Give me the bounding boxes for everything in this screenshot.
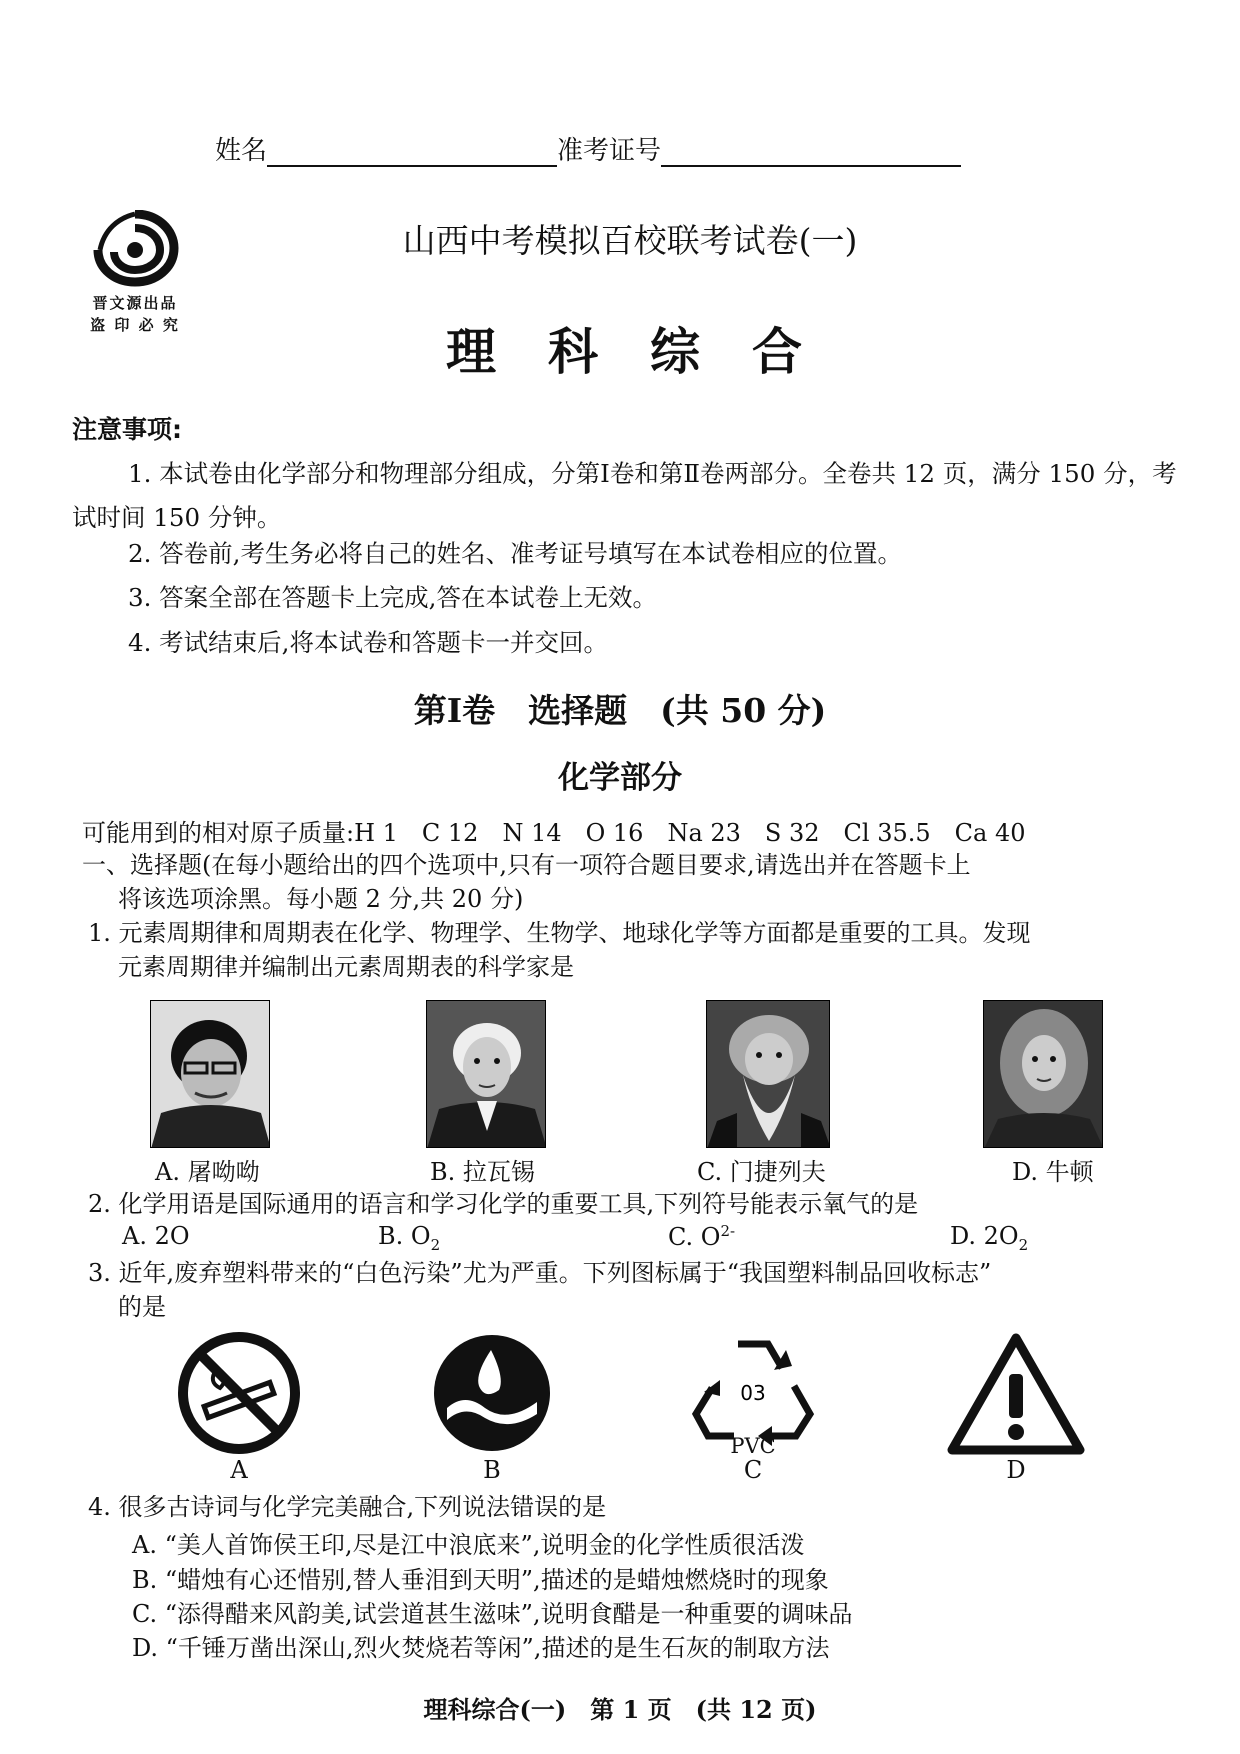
question-1-line-1: 1. 元素周期律和周期表在化学、物理学、生物学、地球化学等方面都是重要的工具。发现	[88, 919, 1031, 947]
name-label: 姓名	[215, 136, 268, 166]
atomic-masses: 可能用到的相对原子质量:H 1 C 12 N 14 O 16 Na 23 S 32 Cl 35.5 Ca 40	[82, 819, 1026, 847]
question-2-option-b: B. $O_2$	[378, 1222, 441, 1254]
superscript: 2-	[720, 1222, 736, 1240]
question-2-option-a: A. 2O	[122, 1222, 190, 1250]
recycle-icon	[690, 1330, 816, 1456]
question-1-line-2: 元素周期律并编制出元素周期表的科学家是	[118, 953, 574, 981]
note-3: 3. 答案全部在答题卡上完成,答在本试卷上无效。	[128, 583, 657, 612]
section-instructions	[82, 848, 1192, 916]
question-3-line-1: 3. 近年,废弃塑料带来的“白色污染”尤为严重。下列图标属于“我国塑料制品回收标志”	[88, 1259, 992, 1287]
section-line-1: 一、选择题(在每小题给出的四个选项中,只有一项符合题目要求,请选出并在答题卡上	[82, 851, 971, 879]
page-footer: 理科综合(一) 第 1 页 (共 12 页)	[423, 1695, 817, 1724]
portrait-c	[706, 1000, 830, 1148]
note-1: 1. 本试卷由化学部分和物理部分组成，分第Ⅰ卷和第Ⅱ卷两部分。全卷共 12 页，满分 150 分，考试时间 150 分钟。	[72, 459, 1177, 532]
question-1-option-a: A. 屠呦呦	[155, 1158, 260, 1186]
part-title: 化学部分	[558, 760, 682, 796]
question-1	[88, 916, 1188, 984]
logo-line-1: 晋文源出品	[92, 294, 178, 312]
portrait-a	[150, 1000, 270, 1148]
question-2-option-d: D. $2O_2$	[950, 1222, 1029, 1254]
note-2: 2. 答卷前,考生务必将自己的姓名、准考证号填写在本试卷相应的位置。	[128, 539, 902, 568]
name-blank	[267, 139, 557, 167]
water-drop-icon	[429, 1330, 555, 1456]
question-2-option-c: C. $O^{2-}$	[668, 1222, 736, 1251]
logo-line-2: 盗 印 必 究	[90, 316, 180, 334]
question-4-option-a: A. “美人首饰侯王印,尽是江中浪底来”,说明金的化学性质很活泼	[132, 1531, 805, 1559]
question-4: 4. 很多古诗词与化学完美融合,下列说法错误的是	[88, 1493, 607, 1521]
question-4-option-d: D. “千锤万凿出深山,烈火焚烧若等闲”,描述的是生石灰的制取方法	[132, 1634, 830, 1662]
warning-icon	[946, 1330, 1086, 1456]
question-4-option-c: C. “添得醋来风韵美,试尝道甚生滋味”,说明食醋是一种重要的调味品	[132, 1600, 853, 1628]
icon-label-b: B	[483, 1456, 501, 1484]
subject-title: 理科综合	[446, 322, 854, 381]
question-4-option-b: B. “蜡烛有心还惜别,替人垂泪到天明”,描述的是蜡烛燃烧时的现象	[132, 1566, 829, 1594]
exam-number-label: 准考证号	[557, 136, 662, 166]
question-2: 2. 化学用语是国际通用的语言和学习化学的重要工具,下列符号能表示氧气的是	[88, 1190, 919, 1218]
question-1-option-b: B. 拉瓦锡	[430, 1158, 535, 1186]
svg-text:03: 03	[740, 1381, 766, 1405]
exam-number-blank	[661, 139, 961, 167]
recycle-material-label: PVC	[730, 1434, 776, 1458]
question-1-option-d: D. 牛顿	[1012, 1158, 1094, 1186]
icon-label-a: A	[230, 1456, 248, 1484]
section-line-2: 将该选项涂黑。每小题 2 分,共 20 分)	[118, 885, 524, 913]
subscript: 2	[430, 1235, 441, 1254]
candidate-info-line	[215, 130, 961, 167]
note-4: 4. 考试结束后,将本试卷和答题卡一并交回。	[128, 628, 608, 657]
no-smoking-icon	[176, 1330, 302, 1456]
portrait-d	[983, 1000, 1103, 1148]
question-3-line-2: 的是	[118, 1293, 166, 1321]
icon-label-d: D	[1006, 1456, 1026, 1484]
subscript: 2	[1018, 1235, 1029, 1254]
icon-label-c: C	[743, 1456, 763, 1484]
notes-heading: 注意事项:	[72, 415, 182, 444]
exam-title: 山西中考模拟百校联考试卷(一)	[402, 221, 858, 260]
portrait-b	[426, 1000, 546, 1148]
question-1-option-c: C. 门捷列夫	[697, 1158, 826, 1186]
volume-title: 第Ⅰ卷 选择题 (共 50 分)	[413, 691, 827, 730]
question-3	[88, 1256, 1188, 1324]
